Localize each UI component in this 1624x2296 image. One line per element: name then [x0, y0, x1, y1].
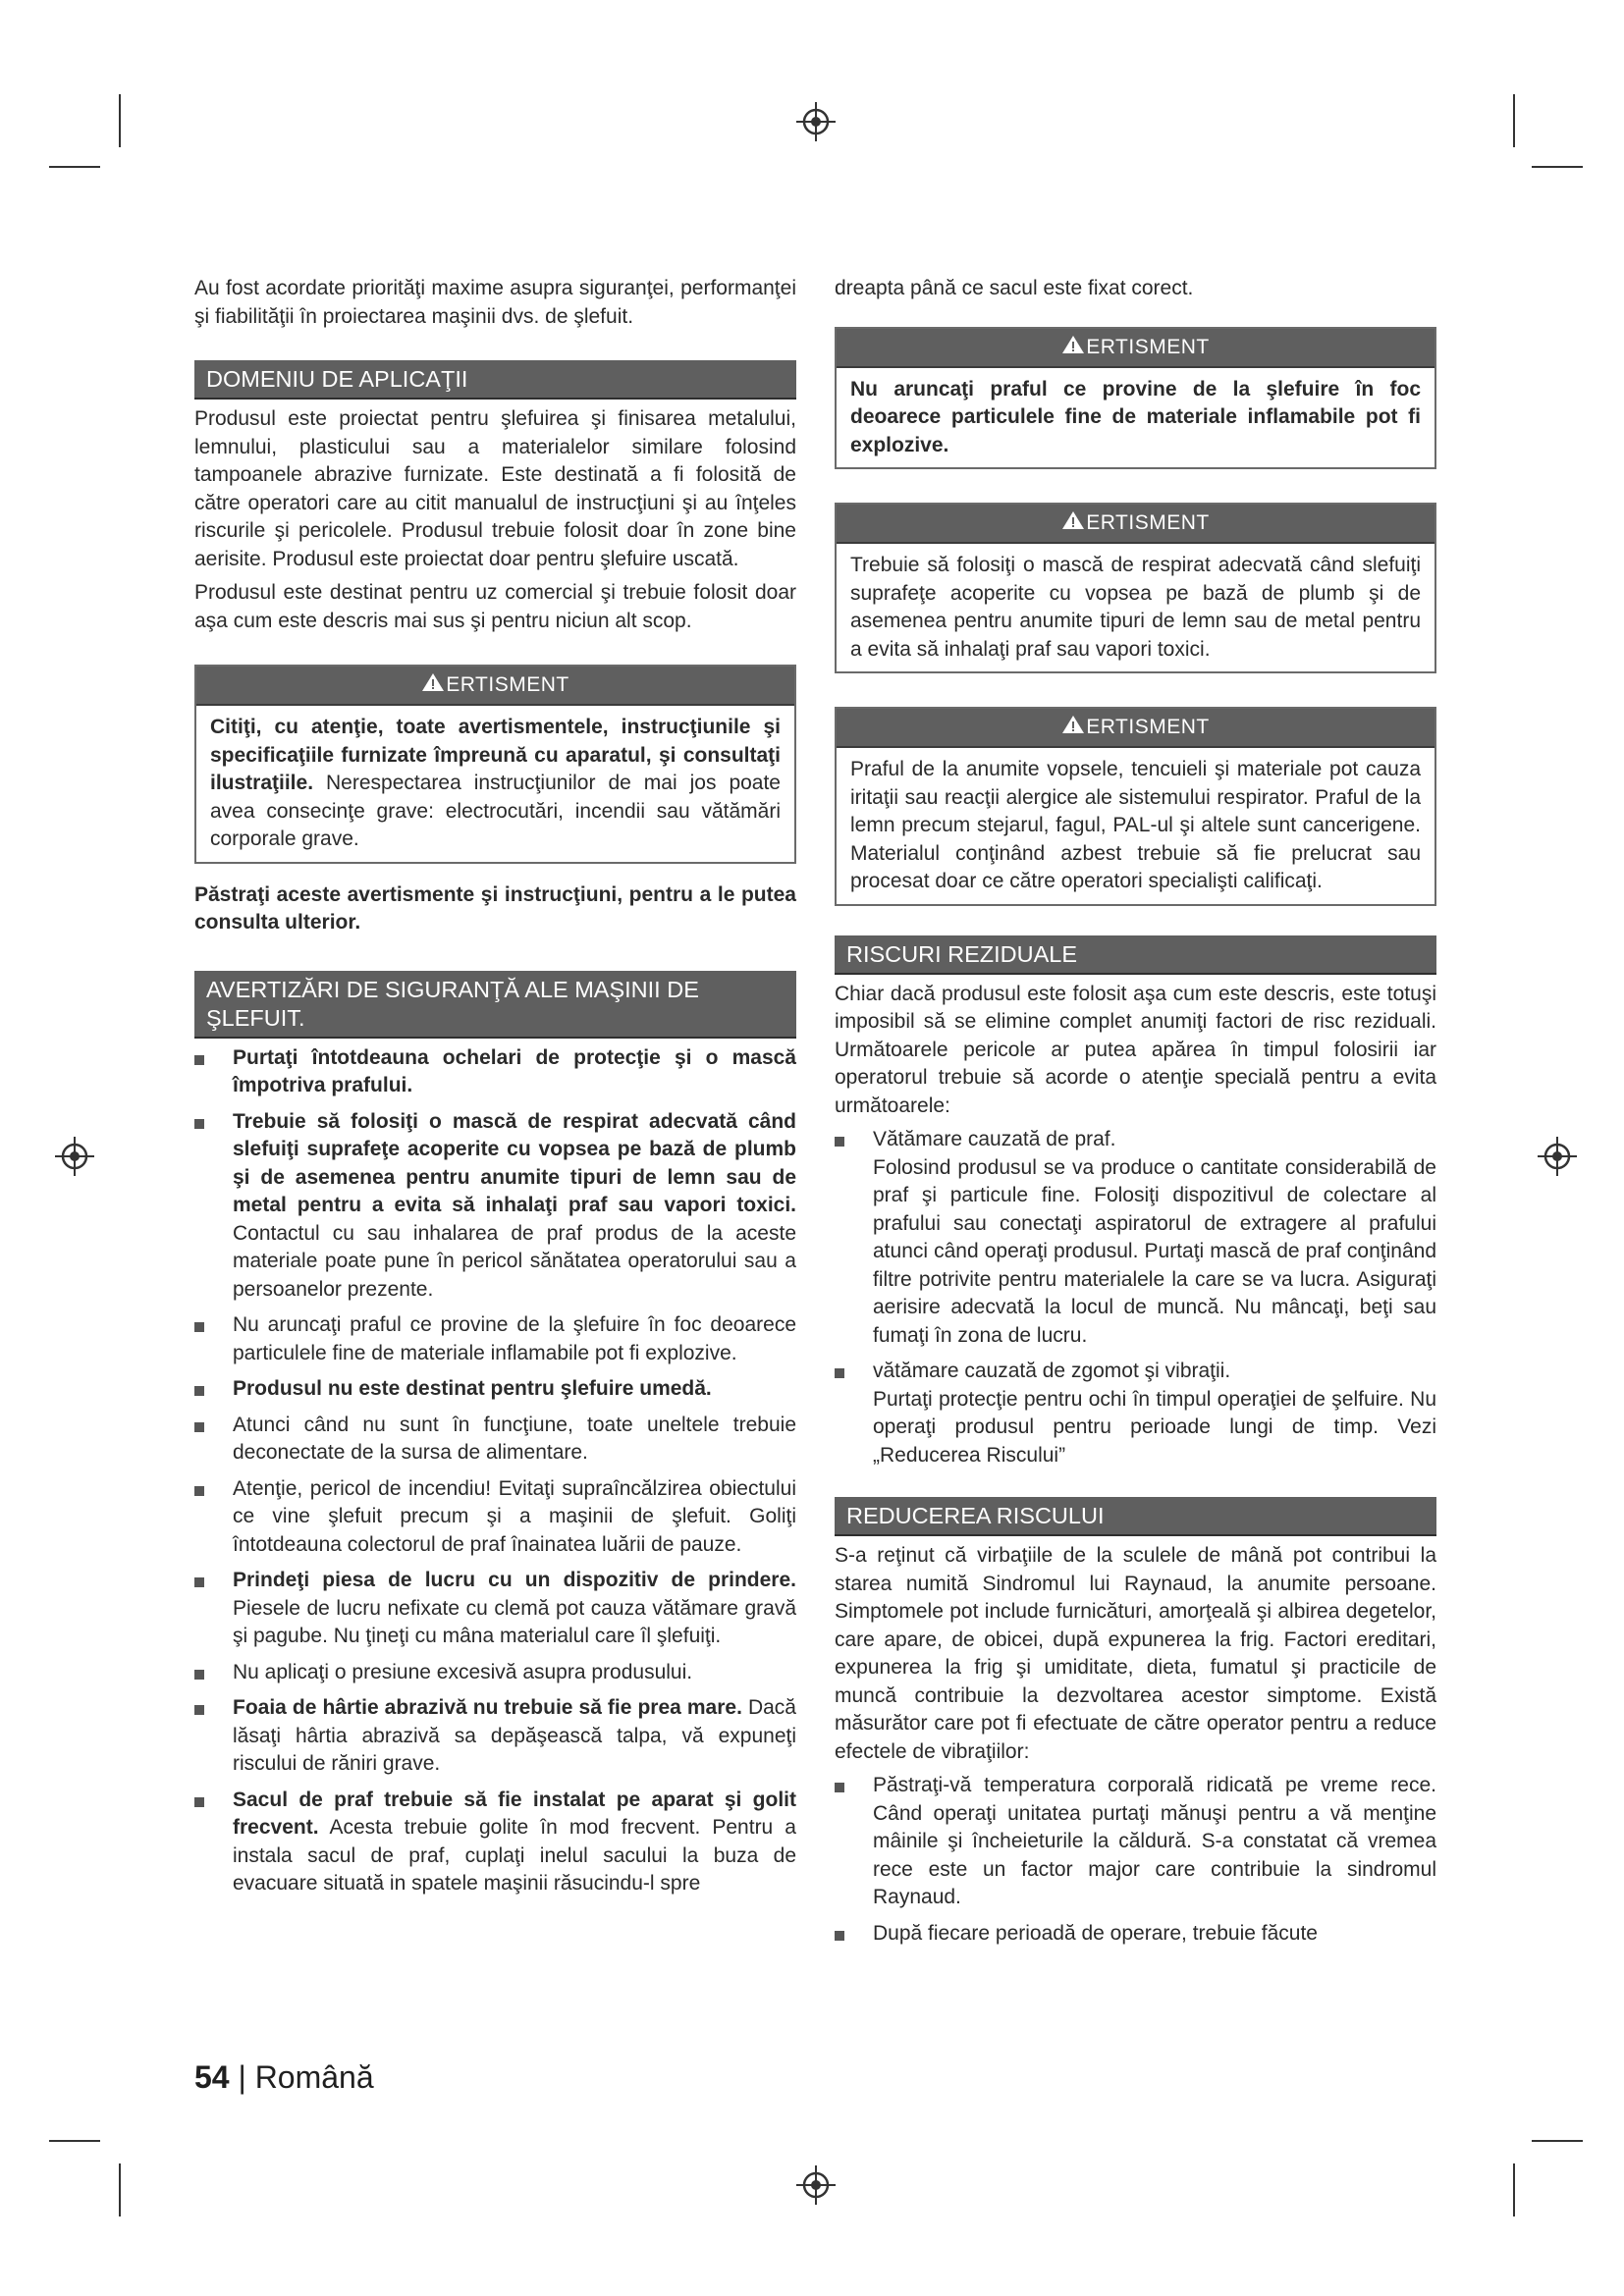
registration-mark-icon [1538, 1137, 1577, 1176]
warning-triangle-icon [1061, 510, 1085, 530]
crop-mark [119, 2163, 121, 2216]
registration-mark-icon [796, 2165, 836, 2205]
warning-title: ERTISMENT [1086, 511, 1210, 534]
page-number: 54 [194, 2059, 230, 2095]
warning-triangle-icon [421, 672, 445, 692]
footer-separator: | [238, 2059, 246, 2095]
registration-mark-icon [55, 1137, 94, 1176]
list-item: Atunci când nu sunt în funcţiune, toate uneltele trebuie deconectate de la sursa de alimentare. [194, 1412, 796, 1468]
warning-title: ERTISMENT [446, 673, 569, 696]
crop-mark [49, 166, 100, 168]
list-item: vătămare cauzată de zgomot şi vibraţii. Purtaţi protecţie pentru ochi în timpul operaţiei de şelfuire. Nu operaţi produsul pentru perioade lungi de timp. Vezi „Reducerea Riscului” [835, 1358, 1436, 1469]
warning-header [837, 505, 1435, 544]
list-item: Sacul de praf trebuie să fie instalat pe aparat şi golit frecvent. Acesta trebuie golite în mod frecvent. Pentru a instala sacul de praf, cuplaţi inelul sacului la buza de evacuare situată in spatele maşinii răsucindu-l spre [194, 1787, 796, 1898]
left-column [194, 275, 796, 1906]
section-heading-reduce: REDUCEREA RISCULUI [835, 1497, 1436, 1536]
list-item: După fiecare perioadă de operare, trebuie făcute [835, 1920, 1436, 1949]
warning-text: Trebuie să folosiţi o mască de respirat adecvată când slefuiţi suprafeţe acoperite cu vopsea pe bază de plumb şi de asemenea pentru anumite tipuri de lemn sau de metal pentru a evita să inhalaţi praf sau vapori toxici. [850, 554, 1421, 661]
warning-box [194, 665, 796, 864]
warning-text: Citiţi, cu atenţie, toate avertismentele, instrucţiunile şi specificaţiile furnizate împreună cu aparatul, şi consultaţi ilustraţiile. Nerespectarea instrucţiunilor de mai jos poate avea consecinţe grave: electrocutări, incendii sau vătămări corporale grave. [210, 716, 781, 850]
list-item: Nu aruncaţi praful ce provine de la şlefuire în foc deoarece particulele fine de materiale inflamabile pot fi explozive. [194, 1311, 796, 1367]
warning-title: ERTISMENT [1086, 335, 1210, 358]
warning-header [837, 329, 1435, 368]
warning-triangle-icon [1061, 335, 1085, 354]
crop-mark [1532, 2140, 1583, 2142]
right-column [835, 275, 1436, 1955]
domain-paragraph: Produsul este proiectat pentru şlefuirea şi finisarea metalului, lemnului, plasticului sau a materialelor similare folosind tampoanele abrazive furnizate. Este destinată a fi folosită de către operatori care au citit manualul de instrucţiuni şi au înţeles riscurile şi pericolele. Produsul trebuie folosit doar în zone bine aerisite. Produsul este proiectat doar pentru şlefuire uscată. [194, 407, 796, 570]
keep-instructions: Păstraţi aceste avertismente şi instrucţiuni, pentru a le putea consulta ulterior. [194, 882, 796, 934]
warning-title: ERTISMENT [1086, 716, 1210, 738]
residual-list [835, 1126, 1436, 1469]
list-item: Vătămare cauzată de praf. Folosind produsul se va produce o cantitate considerabilă de praf şi particule fine. Folosiţi dispozitivul de colectare al prafului sau conectaţi aspiratorul de extragere al prafului atunci când operaţi produsul. Purtaţi mască de praf conţinând filtre potrivite pentru materialele la care se va lucra. Asiguraţi aerisire adecvată la locul de muncă. Nu mâncaţi, beţi sau fumaţi în zona de lucru. [835, 1126, 1436, 1350]
warning-box [835, 327, 1436, 470]
continued-text: dreapta până ce sacul este fixat corect. [835, 277, 1194, 299]
registration-mark-icon [796, 102, 836, 141]
crop-mark [1532, 166, 1583, 168]
warning-box [835, 707, 1436, 906]
footer-language: Română [254, 2059, 374, 2095]
warning-triangle-icon [1061, 715, 1085, 734]
crop-mark [1513, 2163, 1515, 2216]
crop-mark [1513, 94, 1515, 147]
warning-header [837, 709, 1435, 748]
section-heading-domain: DOMENIU DE APLICAŢII [194, 360, 796, 400]
crop-mark [119, 94, 121, 147]
list-item: Foaia de hârtie abrazivă nu trebuie să fie prea mare. Dacă lăsaţi hârtia abrazivă sa depăşească talpa, vă expuneţi riscului de răniri grave. [194, 1694, 796, 1779]
list-item: Nu aplicaţi o presiune excesivă asupra produsului. [194, 1659, 796, 1687]
list-item: Păstraţi-vă temperatura corporală ridicată pe vreme rece. Când operaţi unitatea purtaţi mănuşi pentru a vă menţine mâinile şi încheieturile la căldură. S-a constatat că vremea rece este un factor major care contribuie la sindromul Raynaud. [835, 1772, 1436, 1912]
list-item: Prindeţi piesa de lucru cu un dispozitiv de prindere. Piesele de lucru nefixate cu clemă pot cauza vătămare gravă şi pagube. Nu ţineţi cu mâna materialul care îl şlefuiţi. [194, 1567, 796, 1651]
section-heading-residual: RISCURI REZIDUALE [835, 935, 1436, 975]
page-footer [194, 2059, 374, 2096]
intro-paragraph: Au fost acordate priorităţi maxime asupra siguranţei, performanţei şi fiabilităţii în proiectarea maşinii dvs. de şlefuit. [194, 277, 796, 328]
warning-text: Praful de la anumite vopsele, tencuieli şi materiale pot cauza iritaţii sau reacţii alergice ale sistemului respirator. Praful de la lemn precum stejarul, fagul, PAL-ul şi altele sunt cancerigene. Materialul conţinând azbest trebuie să fie prelucrat sau procesat doar ce către operatori specialişti calificaţi. [850, 758, 1421, 892]
domain-paragraph: Produsul este destinat pentru uz comercial şi trebuie folosit doar aşa cum este descris mai sus şi pentru niciun alt scop. [194, 581, 796, 632]
crop-mark [49, 2140, 100, 2142]
warning-box [835, 503, 1436, 673]
residual-intro: Chiar dacă produsul este folosit aşa cum este descris, este totuşi imposibil să se elimine complet anumiţi factori de risc reziduali. Următoarele pericole ar putea apărea în timpul folosirii iar operatorul trebuie să acorde o atenţie specială pentru a evita următoarele: [835, 982, 1436, 1117]
safety-list [194, 1044, 796, 1898]
warning-text: Nu aruncaţi praful ce provine de la şlefuire în foc deoarece particulele fine de materiale inflamabile pot fi explozive. [850, 377, 1421, 456]
reduce-list [835, 1772, 1436, 1948]
reduce-intro: S-a reţinut că virbaţiile de la sculele de mână pot contribui la starea numită Sindromul lui Raynaud, la anumite persoane. Simptomele pot include furnicături, amorţeală şi albirea degetelor, care apare, de obicei, după expunerea la frig. Factori ereditari, expunerea la frig şi umiditate, dieta, fumatul şi practicile de muncă contribuie la dezvoltarea acestor simptome. Există măsurător care pot fi efectuate de către operator pentru a reduce efectele de vibraţiilor: [835, 1544, 1436, 1763]
warning-header [196, 667, 794, 706]
section-heading-safety: AVERTIZĂRI DE SIGURANŢĂ ALE MAŞINII DE ŞLEFUIT. [194, 971, 796, 1039]
list-item: Atenţie, pericol de incendiu! Evitaţi supraîncălzirea obiectului ce vine şlefuit precum şi a maşinii de şlefuit. Goliţi întotdeauna colectorul de praf înainatea luării de pauze. [194, 1475, 796, 1560]
list-item: Purtaţi întotdeauna ochelari de protecţie şi o mască împotriva prafului. [194, 1044, 796, 1100]
list-item: Trebuie să folosiţi o mască de respirat adecvată când slefuiţi suprafeţe acoperite cu vopsea pe bază de plumb şi de asemenea pentru anumite tipuri de lemn sau de metal pentru a evita să inhalaţi praf sau vapori toxici. Contactul cu sau inhalarea de praf produs de la aceste materiale poate pune în pericol sănătatea operatorului sau a persoanelor prezente. [194, 1108, 796, 1305]
list-item: Produsul nu este destinat pentru şlefuire umedă. [194, 1375, 796, 1404]
